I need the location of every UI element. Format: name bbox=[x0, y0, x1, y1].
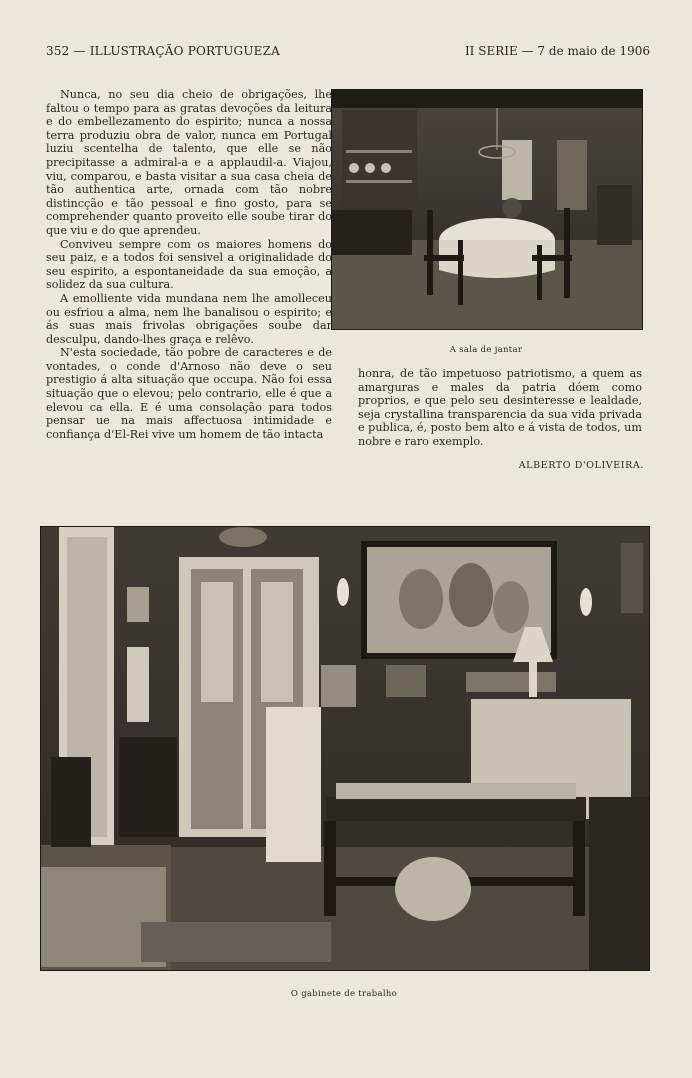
article-paragraph: A emolliente vida mundana nem lhe amolleceu ou esfriou a alma, nem lhe banalisou o espirito; e ás suas mais frivolas obrigações soube dar desculpu, dando-lhes graça e relêvo. bbox=[46, 291, 332, 346]
article-right-column bbox=[358, 367, 642, 449]
article-paragraph: Nunca, no seu dia cheio de obrigações, lhe faltou o tempo para as gratas devoções da leitura e do embellezamento do espirito; nunca a nossa terra produziu obra de valor, nunca em Portugal luziu scentelha de talento, que elle se não precipitasse a admiral-a e a applaudil-a. Viajou, viu, comparou, e basta visitar a sua casa cheia de tão authentica arte, ornada com tão nobre distincção e tão pessoal e fino gosto, para se comprehender quanto proveito elle soube tirar do que viu e do que aprendeu. bbox=[46, 88, 332, 237]
article-paragraph: honra, de tão impetuoso patriotismo, a quem as amarguras e males da patria dóem como proprios, e que pelo seu desinteresse e lealdade, seja crystallina transparencia da sua vida privada e publica, é, posto bem alto e á vista de todos, um nobre e raro exemplo. bbox=[358, 367, 642, 448]
dining-room-caption: A sala de jantar bbox=[449, 345, 523, 355]
page-number: 352 bbox=[46, 44, 70, 58]
issue-date: — 7 de maio de 1906 bbox=[521, 44, 650, 58]
dining-room-photo bbox=[331, 89, 643, 330]
article-paragraph: Conviveu sempre com os maiores homens do seu paiz, e a todos foi sensivel a originalidade do seu espirito, a espontaneidade da sua emoção, a solidez da sua cultura. bbox=[46, 237, 332, 292]
page-header bbox=[46, 44, 650, 62]
study-photo bbox=[40, 526, 650, 971]
study-caption: O gabinete de trabalho bbox=[290, 989, 398, 999]
series-label: II SERIE bbox=[464, 44, 518, 58]
article-left-column bbox=[46, 88, 332, 441]
article-paragraph: N'esta sociedade, tão pobre de caracteres e de vontades, o conde d'Arnoso não deve o seu prestigio á alta situação que occupa. Não foi essa situação que o elevou; pelo contrario, elle é que a elevou ca ella. E é uma consolação para todos pensar ue na mais affectuosa intimidade e confiança d'El-Rei vive um homem de tão intacta bbox=[46, 346, 332, 441]
header-left bbox=[46, 44, 280, 58]
author-signature: ALBERTO D'OLIVEIRA. bbox=[518, 460, 644, 471]
header-right bbox=[465, 44, 650, 58]
publication-title: — ILLUSTRAÇÃO PORTUGUEZA bbox=[73, 44, 281, 58]
